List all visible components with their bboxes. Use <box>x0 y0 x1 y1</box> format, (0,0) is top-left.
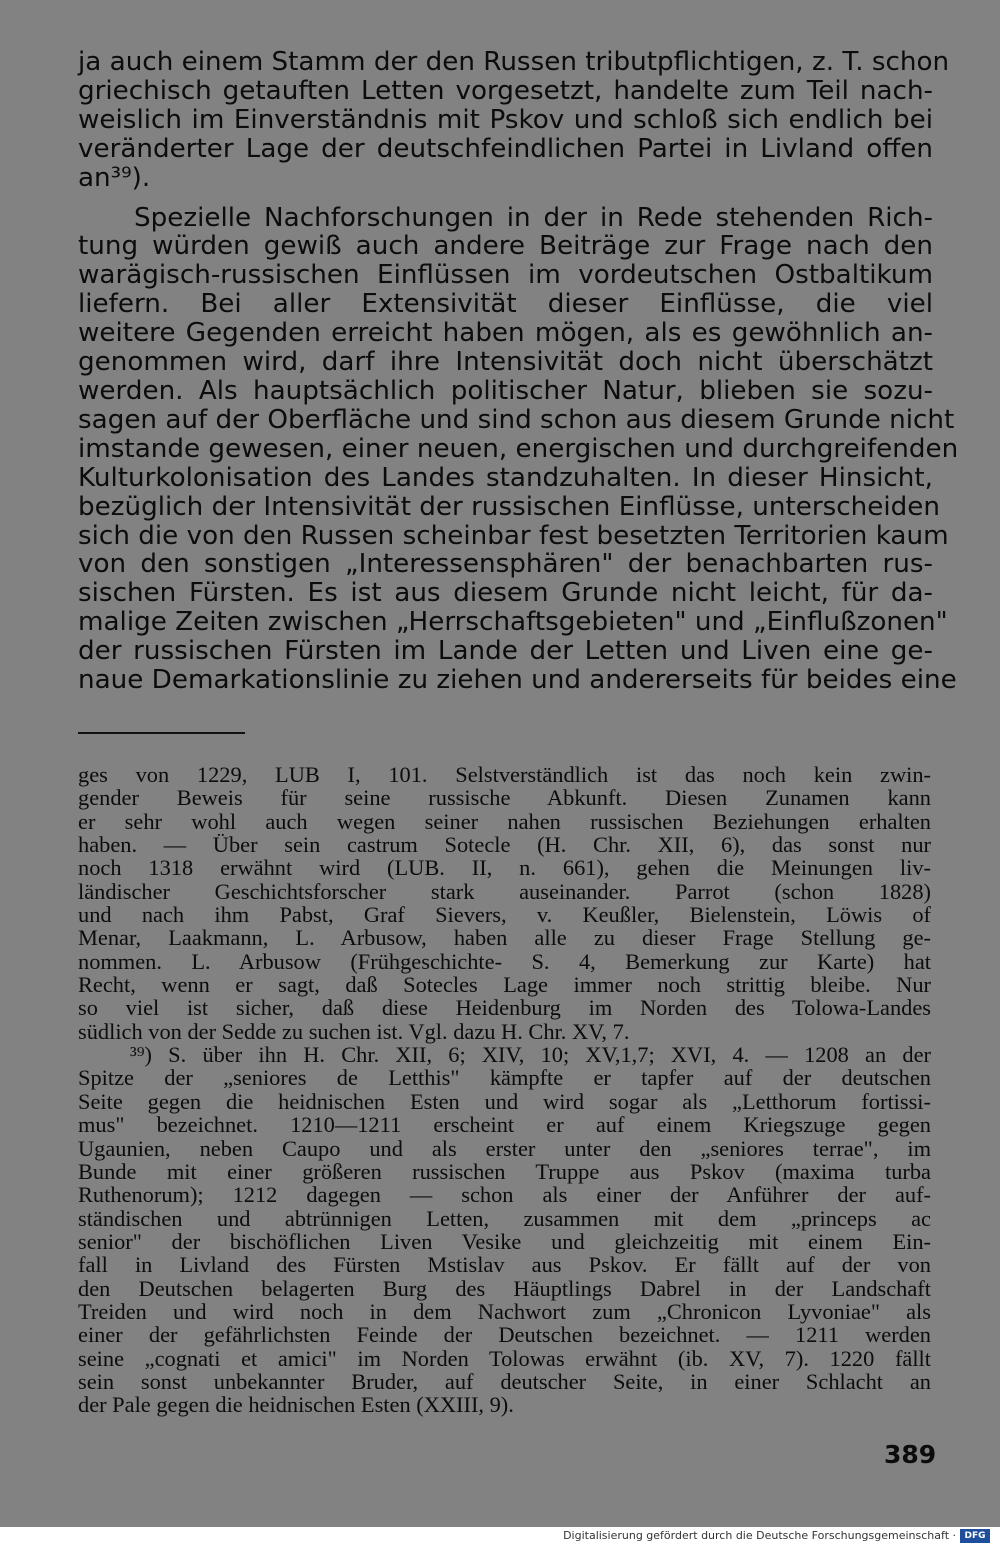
footnote-line: ges von 1229, LUB I, 101. Selstverständlich ist das noch kein zwin- <box>78 762 931 787</box>
footnotes-block <box>78 763 931 1417</box>
main-text-line: veränderter Lage der deutschfeindlichen Partei in Livland offen <box>78 133 933 164</box>
main-text-line: an³⁹). <box>78 162 151 193</box>
main-text-block <box>78 47 959 696</box>
main-text-line: bezüglich der Intensivität der russischen Einflüsse, unterscheiden <box>78 491 940 522</box>
main-text-line: werden. Als hauptsächlich politischer Natur, blieben sie sozu- <box>78 375 933 406</box>
main-text-line: von den sonstigen „Interessensphären" der benachbarten rus- <box>78 549 933 580</box>
page-number: 389 <box>884 1440 937 1469</box>
main-text-line: malige Zeiten zwischen „Herrschaftsgebieten" und „Einflußzonen" <box>78 607 948 638</box>
dfg-logo-icon: DFG <box>960 1529 990 1543</box>
footnote-line: Ugaunien, neben Caupo und als erster unter den „seniores terrae", im <box>78 1135 931 1161</box>
main-text-line: sagen auf der Oberfläche und sind schon aus diesem Grunde nicht <box>78 404 955 435</box>
footnote-line: südlich von der Sedde zu suchen ist. Vgl. dazu H. Chr. XV, 7. <box>78 1018 630 1044</box>
main-text-line: Spezielle Nachforschungen in der in Rede stehenden Rich- <box>134 202 933 233</box>
footnote-line: der Pale gegen die heidnischen Esten (XXIII, 9). <box>78 1392 514 1418</box>
footnote-line: Menar, Laakmann, L. Arbusow, haben alle zu dieser Frage Stellung ge- <box>78 925 931 951</box>
main-text-line: tung würden gewiß auch andere Beiträge zur Frage nach den <box>78 231 933 262</box>
footnote-line: einer der gefährlichsten Feinde der Deutschen bezeichnet. — 1211 werden <box>78 1322 931 1348</box>
main-text-line: warägisch-russischen Einflüssen im vordeutschen Ostbaltikum <box>78 260 933 291</box>
digitization-credit: Digitalisierung gefördert durch die Deutsche Forschungsgemeinschaft · <box>563 1529 956 1542</box>
main-text-line: griechisch getauften Letten vorgesetzt, handelte zum Teil nach- <box>78 75 933 106</box>
footnote-line: ländischer Geschichtsforscher stark auseinander. Parrot (schon 1828) <box>78 878 931 904</box>
footnote-line: noch 1318 erwähnt wird (LUB. II, n. 661), gehen die Meinungen liv- <box>78 855 931 881</box>
footnote-line: haben. — Über sein castrum Sotecle (H. Chr. XII, 6), das sonst nur <box>78 832 931 858</box>
footnote-line: so viel ist sicher, daß diese Heidenburg im Norden des Tolowa-Landes <box>78 995 931 1021</box>
footnote-line: und nach ihm Pabst, Graf Sievers, v. Keußler, Bielenstein, Löwis of <box>78 902 931 928</box>
footnote-line: fall in Livland des Fürsten Mstislav aus Pskov. Er fällt auf der von <box>78 1252 931 1278</box>
footnote-line: gender Beweis für seine russische Abkunft. Diesen Zunamen kann <box>78 785 931 811</box>
footnote-line: den Deutschen belagerten Burg des Häuptlings Dabrel in der Landschaft <box>78 1275 931 1301</box>
main-text-line: der russischen Fürsten im Lande der Letten und Liven eine ge- <box>78 636 933 667</box>
footnote-line: ständischen und abtrünnigen Letten, zusammen mit dem „princeps ac <box>78 1205 931 1231</box>
footnote-line: sein sonst unbekannter Bruder, auf deutscher Seite, in einer Schlacht an <box>78 1368 931 1394</box>
footnote-separator <box>78 732 245 734</box>
main-text-line: liefern. Bei aller Extensivität dieser Einflüsse, die viel <box>78 289 933 320</box>
footnote-line: seine „cognati et amici" im Norden Tolowas erwähnt (ib. XV, 7). 1220 fällt <box>78 1345 931 1371</box>
main-text-line: Kulturkolonisation des Landes standzuhalten. In dieser Hinsicht, <box>78 462 933 493</box>
footnote-line: Seite gegen die heidnischen Esten und wird sogar als „Letthorum fortissi- <box>78 1088 931 1114</box>
footnote-line: Bunde mit einer größeren russischen Truppe aus Pskov (maxima turba <box>78 1158 931 1184</box>
footnote-line: nommen. L. Arbusow (Frühgeschichte- S. 4, Bemerkung zur Karte) hat <box>78 948 931 974</box>
main-text-line: imstande gewesen, einer neuen, energischen und durchgreifenden <box>78 433 959 464</box>
footnote-line: Recht, wenn er sagt, daß Sotecles Lage immer noch strittig bleibe. Nur <box>78 972 931 998</box>
footnote-line: Treiden und wird noch in dem Nachwort zum „Chronicon Lyvoniae" als <box>78 1298 931 1324</box>
footnote-line: senior" der bischöflichen Liven Vesike und gleichzeitig mit einem Ein- <box>78 1228 931 1254</box>
footnote-line: Ruthenorum); 1212 dagegen — schon als einer der Anführer der auf- <box>78 1182 931 1208</box>
main-text-line: naue Demarkationslinie zu ziehen und andererseits für beides eine <box>78 665 957 696</box>
main-text-line: sich die von den Russen scheinbar fest besetzten Territorien kaum <box>78 520 949 551</box>
main-text-line: ja auch einem Stamm der den Russen tributpflichtigen, z. T. schon <box>78 47 950 77</box>
main-text-line: weislich im Einverständnis mit Pskov und schloß sich endlich bei <box>78 104 933 135</box>
footnote-line: er sehr wohl auch wegen seiner nahen russischen Beziehungen erhalten <box>78 808 931 834</box>
footnote-line: ³⁹) S. über ihn H. Chr. XII, 6; XIV, 10; XV,1,7; XVI, 4. — 1208 an der <box>130 1042 931 1068</box>
main-text-line: genommen wird, darf ihre Intensivität doch nicht überschätzt <box>78 347 933 378</box>
footnote-line: Spitze der „seniores de Letthis" kämpfte er tapfer auf der deutschen <box>78 1065 931 1091</box>
main-text-line: sischen Fürsten. Es ist aus diesem Grunde nicht leicht, für da- <box>78 578 933 609</box>
main-text-line: weitere Gegenden erreicht haben mögen, als es gewöhnlich an- <box>78 318 933 349</box>
footnote-line: mus" bezeichnet. 1210—1211 erscheint er auf einem Kriegszuge gegen <box>78 1112 931 1138</box>
